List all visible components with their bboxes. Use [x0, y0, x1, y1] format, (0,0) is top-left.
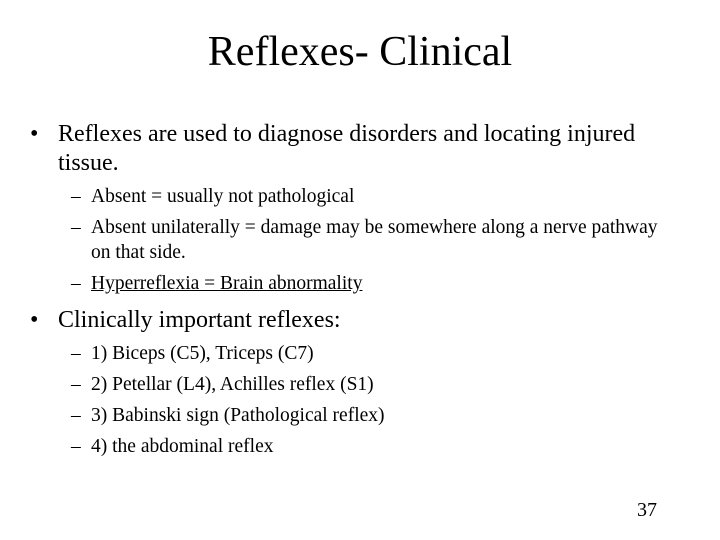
bullet-list: [30, 120, 660, 465]
sub-bullet-text: 3) Babinski sign (Pathological reflex): [91, 405, 385, 426]
page-number: 37: [637, 499, 657, 521]
sub-bullet-marker: –: [71, 374, 81, 395]
sub-bullet-text: Absent unilaterally = damage may be somewhere along a nerve pathway on that side.: [91, 217, 658, 263]
sub-bullet-text: Absent = usually not pathological: [91, 186, 355, 207]
sub-bullet-marker: –: [71, 217, 81, 238]
sub-bullet-item: [64, 184, 660, 209]
sub-bullet-marker: –: [71, 436, 81, 457]
sub-bullet-text: Hyperreflexia = Brain abnormality: [91, 273, 363, 294]
sub-bullet-text: 1) Biceps (C5), Triceps (C7): [91, 343, 314, 364]
sub-bullet-text: 2) Petellar (L4), Achilles reflex (S1): [91, 374, 374, 395]
sub-bullet-item: [64, 271, 660, 296]
sub-bullet-item: [64, 434, 660, 459]
sub-bullet-marker: –: [71, 186, 81, 207]
bullet-text: Clinically important reflexes:: [58, 307, 341, 333]
sub-bullet-item: [64, 372, 660, 397]
sub-bullet-item: [64, 403, 660, 428]
sub-bullet-marker: –: [71, 273, 81, 294]
bullet-marker: •: [30, 307, 39, 333]
sub-bullet-item: [64, 215, 660, 265]
sub-bullet-marker: –: [71, 405, 81, 426]
bullet-item: [30, 306, 660, 335]
bullet-item: [30, 120, 660, 178]
slide-title: Reflexes- Clinical: [207, 29, 513, 75]
sub-bullet-item: [64, 341, 660, 366]
sub-bullet-marker: –: [71, 343, 81, 364]
bullet-marker: •: [30, 121, 39, 147]
sub-bullet-text: 4) the abdominal reflex: [91, 436, 274, 457]
bullet-text: Reflexes are used to diagnose disorders and locating injured tissue.: [58, 121, 636, 176]
